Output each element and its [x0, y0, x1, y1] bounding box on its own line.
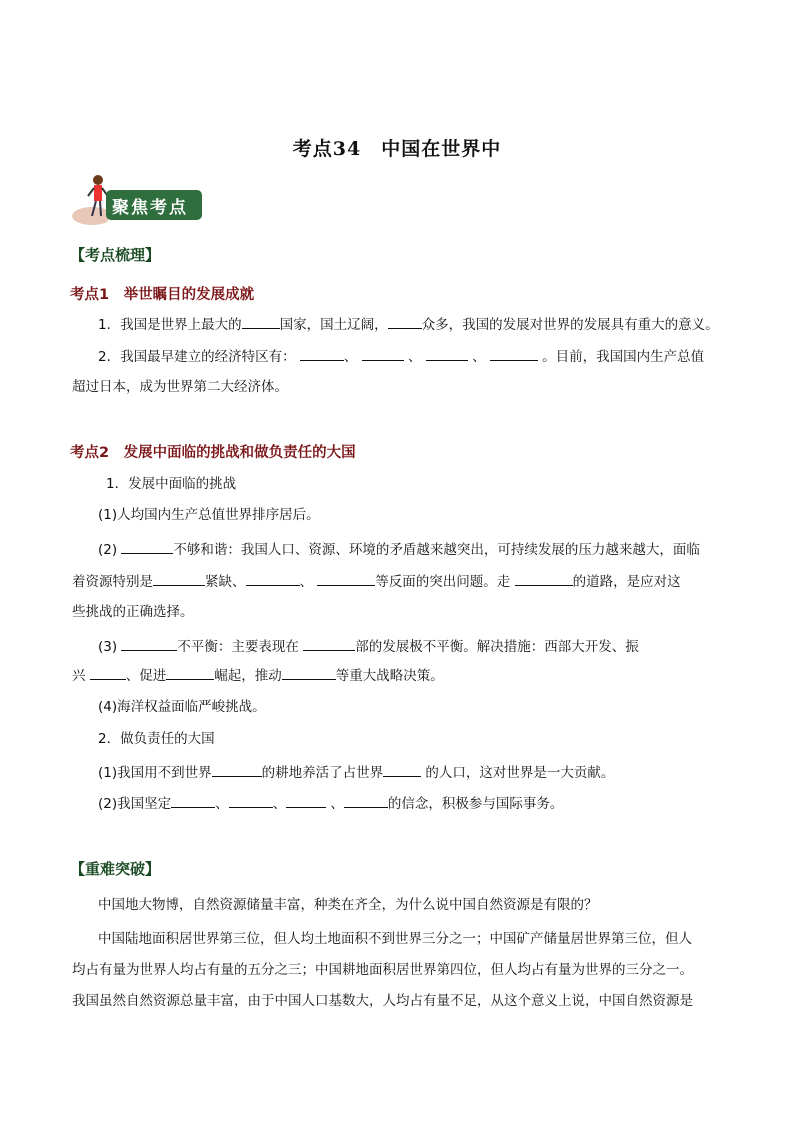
kd2-item1: (1)人均国内生产总值世界排序居后。	[98, 507, 320, 523]
kd1-item2-cont: 超过日本，成为世界第二大经济体。	[72, 379, 288, 395]
focus-banner	[68, 170, 204, 228]
kd2-item2-cont: 着资源特别是 紧缺、 、 等反面的突出问题。走 的道路，是应对这	[72, 571, 681, 591]
kd2-item4: (4)海洋权益面临严峻挑战。	[98, 699, 266, 715]
kd2-item2-cont2: 些挑战的正确选择。	[72, 604, 194, 620]
student-figure-icon	[68, 170, 108, 228]
breakthrough-answer-line2: 均占有量为世界人均占有量的五分之三；中国耕地面积居世界第四位，但人均占有量为世界的三分之一。	[72, 962, 693, 978]
kd2-resp-item1: (1)我国用不到世界 的耕地养活了占世界 的人口，这对世界是一大贡献。	[98, 762, 614, 782]
kd2-sub1: 1．发展中面临的挑战	[106, 476, 237, 492]
breakthrough-question: 中国地大物博，自然资源储量丰富，种类在齐全，为什么说中国自然资源是有限的？	[98, 897, 598, 913]
kd2-item3: (3) 不平衡：主要表现在 部的发展极不平衡。解决措施：西部大开发、振	[98, 636, 639, 656]
breakthrough-answer-line3: 我国虽然自然资源总量丰富，由于中国人口基数大，人均占有量不足，从这个意义上说，中国自然资源是	[72, 993, 693, 1009]
banner-label: 聚焦考点	[112, 198, 188, 218]
section-heading-review: 【考点梳理】	[70, 246, 161, 264]
kd1-heading: 考点1 举世瞩目的发展成就	[70, 287, 255, 303]
kd2-sub2: 2．做负责任的大国	[98, 731, 215, 747]
kd2-item2: (2) 不够和谐：我国人口、资源、环境的矛盾越来越突出，可持续发展的压力越来越大，面临	[98, 539, 700, 559]
kd2-heading: 考点2 发展中面临的挑战和做负责任的大国	[70, 445, 356, 461]
kd1-item1: 1．我国是世界上最大的 国家，国土辽阔， 众多，我国的发展对世界的发展具有重大的意义。	[98, 314, 719, 334]
kd2-resp-item2: (2)我国坚定 、 、 、 的信念，积极参与国际事务。	[98, 793, 563, 813]
kd1-item2: 2．我国最早建立的经济特区有： 、 、 、 。目前，我国国内生产总值	[98, 346, 704, 366]
kd2-item3-cont: 兴 、促进 崛起，推动 等重大战略决策。	[72, 665, 444, 685]
breakthrough-answer-line1: 中国陆地面积居世界第三位，但人均土地面积不到世界三分之一；中国矿产储量居世界第三位，但人	[98, 931, 692, 947]
section-heading-breakthrough: 【重难突破】	[70, 860, 161, 878]
page-title: 考点34 中国在世界中	[292, 138, 502, 160]
